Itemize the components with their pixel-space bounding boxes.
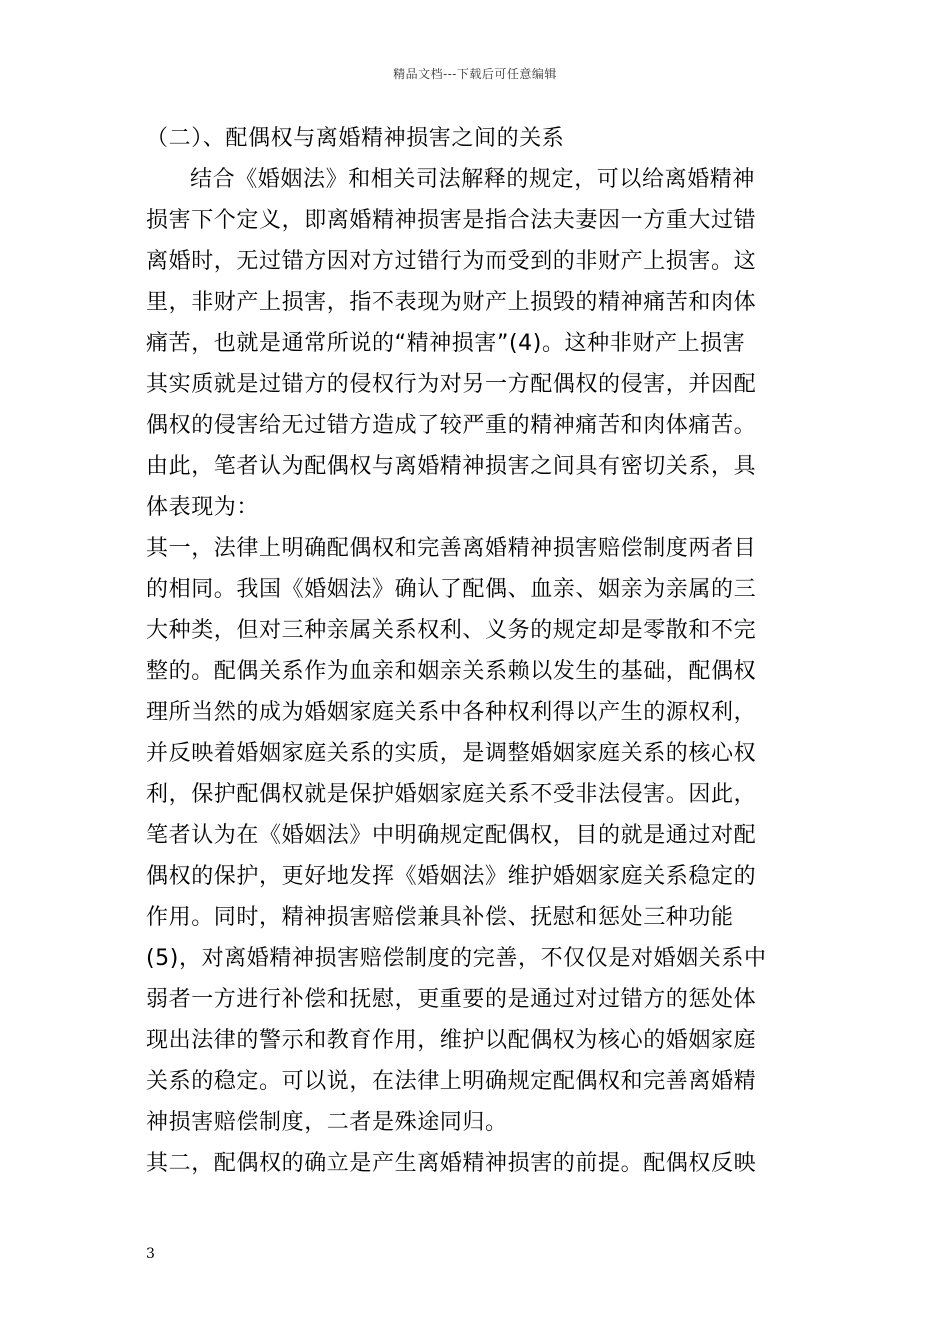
text-line: 笔者认为在《婚姻法》中明确规定配偶权，目的就是通过对配 bbox=[146, 823, 757, 848]
text-line: 弱者一方进行补偿和抚慰，更重要的是通过对过错方的惩处体 bbox=[146, 987, 757, 1012]
section-heading: （二）、配偶权与离婚精神损害之间的关系 bbox=[146, 126, 565, 151]
text-line: 离婚时，无过错方因对方过错行为而受到的非财产上损害。这 bbox=[146, 249, 757, 274]
text-line: 整的。配偶关系作为血亲和姻亲关系赖以发生的基础，配偶权 bbox=[146, 659, 757, 684]
document-body bbox=[146, 118, 808, 1184]
text-line: 作用。同时，精神损害赔偿兼具补偿、抚慰和惩处三种功能 bbox=[146, 905, 734, 930]
text-line: 并反映着婚姻家庭关系的实质，是调整婚姻家庭关系的核心权 bbox=[146, 741, 757, 766]
text-line: 神损害赔偿制度，二者是殊途同归。 bbox=[146, 1110, 508, 1135]
text-line: 里，非财产上损害，指不表现为财产上损毁的精神痛苦和肉体 bbox=[146, 290, 757, 315]
text-line: 关系的稳定。可以说，在法律上明确规定配偶权和完善离婚精 bbox=[146, 1069, 757, 1094]
text-line: 大种类，但对三种亲属关系权利、义务的规定却是零散和不完 bbox=[146, 618, 757, 643]
text-line: 其一，法律上明确配偶权和完善离婚精神损害赔偿制度两者目 bbox=[146, 536, 757, 561]
text-line: 由此，笔者认为配偶权与离婚精神损害之间具有密切关系，具 bbox=[146, 454, 757, 479]
text-line: 的相同。我国《婚姻法》确认了配偶、血亲、姻亲为亲属的三 bbox=[146, 577, 757, 602]
text-line: 利，保护配偶权就是保护婚姻家庭关系不受非法侵害。因此， bbox=[146, 782, 757, 807]
text-line: 偶权的保护，更好地发挥《婚姻法》维护婚姻家庭关系稳定的 bbox=[146, 864, 757, 889]
text-line: 结合《婚姻法》和相关司法解释的规定，可以给离婚精神 bbox=[190, 167, 756, 192]
text-line: 理所当然的成为婚姻家庭关系中各种权利得以产生的源权利， bbox=[146, 700, 757, 725]
text-line: 痛苦，也就是通常所说的“精神损害”(4)。这种非财产上损害 bbox=[146, 331, 746, 356]
text-line: 偶权的侵害给无过错方造成了较严重的精神痛苦和肉体痛苦。 bbox=[146, 413, 757, 438]
text-line: (5)，对离婚精神损害赔偿制度的完善，不仅仅是对婚姻关系中 bbox=[146, 946, 767, 971]
text-line: 其二，配偶权的确立是产生离婚精神损害的前提。配偶权反映 bbox=[146, 1151, 757, 1176]
text-line: 损害下个定义，即离婚精神损害是指合法夫妻因一方重大过错 bbox=[146, 208, 757, 233]
page-number: 3 bbox=[146, 1246, 155, 1262]
text-line: 体表现为： bbox=[146, 495, 260, 520]
text-line: 现出法律的警示和教育作用，维护以配偶权为核心的婚姻家庭 bbox=[146, 1028, 757, 1053]
page-header: 精品文档---下载后可任意编辑 bbox=[393, 67, 557, 81]
text-line: 其实质就是过错方的侵权行为对另一方配偶权的侵害，并因配 bbox=[146, 372, 757, 397]
